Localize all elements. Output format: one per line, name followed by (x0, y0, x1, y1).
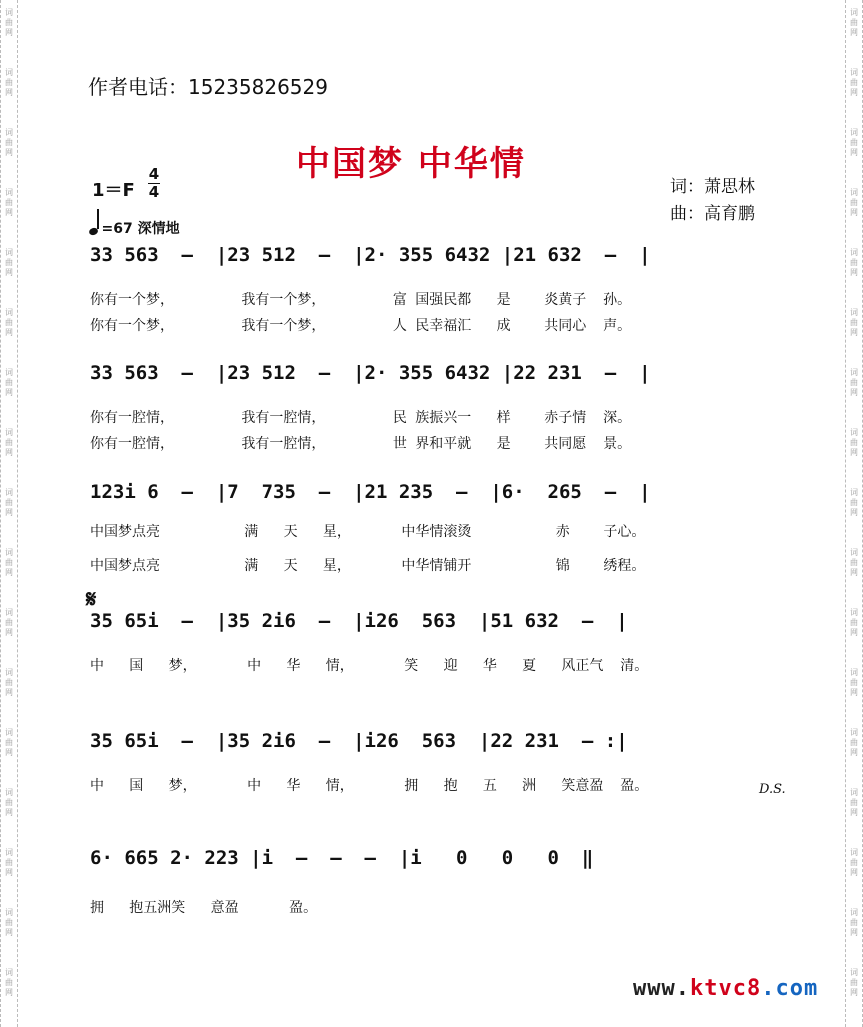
notation-line: 33 563 – |23 512 – |2· 355 6432 |21 632 – | (90, 244, 651, 266)
score-row (90, 481, 780, 574)
watermark-text: 词 曲 网 (850, 248, 858, 277)
score-row (90, 730, 780, 820)
watermark-text: 词 曲 网 (850, 308, 858, 337)
watermark-text: 词 曲 网 (850, 68, 858, 97)
watermark-text: 词 曲 网 (5, 68, 13, 97)
tempo-text: =67 深情地 (101, 221, 180, 237)
watermark-text: 词 曲 网 (5, 188, 13, 217)
notation-line: 123i 6 – |7 735 – |21 235 – |6· 265 – | (90, 481, 651, 503)
lyric-line: 你有一个梦， 我有一个梦， 人 民幸福汇 成 共同心 声。 (90, 318, 632, 334)
notation-line: 33 563 – |23 512 – |2· 355 6432 |22 231 – | (90, 362, 651, 384)
lyric-line: 你有一个梦， 我有一个梦， 富 国强民都 是 炎黄子 孙。 (90, 292, 632, 308)
watermark-text: 词 曲 网 (850, 548, 858, 577)
watermark-text: 词 曲 网 (5, 728, 13, 757)
watermark-text: 词 曲 网 (850, 848, 858, 877)
watermark-text: 词 曲 网 (850, 728, 858, 757)
watermark-text: 词 曲 网 (850, 908, 858, 937)
watermark-text: 词 曲 网 (850, 668, 858, 697)
watermark-text: 词 曲 网 (5, 308, 13, 337)
score-row (90, 847, 780, 937)
song-title: 中国梦 中华情 (296, 144, 526, 184)
watermark-text: 词 曲 网 (5, 848, 13, 877)
lyric-line: 拥 抱五洲笑 意盈 盈。 (90, 900, 318, 916)
watermark-text: 词 曲 网 (5, 368, 13, 397)
ds-marking: D.S. (759, 782, 786, 797)
notation-line: 35 65i – |35 2i6 – |i26 563 |51 632 – | (90, 610, 628, 632)
credits (670, 174, 755, 228)
score-row (90, 610, 780, 700)
composer: 曲：高育鹏 (670, 204, 755, 224)
watermark-text: 词 曲 网 (850, 428, 858, 457)
watermark-text: 词 曲 网 (5, 548, 13, 577)
lyricist: 词：萧思林 (670, 177, 755, 197)
segno-symbol: 𝄋 (86, 585, 97, 613)
lyric-line: 你有一腔情， 我有一腔情， 民 族振兴一 样 赤子情 深。 (90, 410, 632, 426)
notation-line: 6· 665 2· 223 |i – – – |i 0 0 0 ‖ (90, 847, 594, 869)
notation-line: 35 65i – |35 2i6 – |i26 563 |22 231 – :| (90, 730, 628, 752)
watermark-text: 词 曲 网 (5, 8, 13, 37)
score-row (90, 244, 780, 334)
watermark-text: 词 曲 网 (5, 908, 13, 937)
author-phone: 作者电话：15235826529 (88, 75, 328, 99)
watermark-text: 词 曲 网 (5, 968, 13, 997)
meter-top: 4 (148, 165, 160, 183)
watermark-text: 词 曲 网 (5, 668, 13, 697)
watermark-text: 词 曲 网 (850, 128, 858, 157)
watermark-text: 词 曲 网 (5, 428, 13, 457)
watermark-text: 词 曲 网 (5, 488, 13, 517)
time-signature (148, 166, 160, 201)
watermark-text: 词 曲 网 (5, 608, 13, 637)
lyric-line: 中国梦点亮 满 天 星， 中华情铺开 锦 绣程。 (90, 558, 646, 574)
lyric-line: 中 国 梦， 中 华 情， 拥 抱 五 洲 笑意盈 盈。 (90, 778, 649, 794)
watermark-text: 词 曲 网 (850, 8, 858, 37)
watermark-text: 词 曲 网 (850, 788, 858, 817)
lyric-line: 中国梦点亮 满 天 星， 中华情滚烫 赤 子心。 (90, 524, 646, 540)
watermark-text: 词 曲 网 (850, 188, 858, 217)
key-signature: 1＝F (92, 180, 135, 201)
watermark-text: 词 曲 网 (5, 128, 13, 157)
watermark-text: 词 曲 网 (5, 248, 13, 277)
watermark-text: 词 曲 网 (5, 788, 13, 817)
score-row (90, 362, 780, 452)
tempo-marking (89, 213, 180, 238)
watermark-text: 词 曲 网 (850, 488, 858, 517)
right-watermark-strip (845, 0, 863, 1027)
lyric-line: 你有一腔情， 我有一腔情， 世 界和平就 是 共同愿 景。 (90, 436, 632, 452)
site-watermark (633, 976, 818, 1001)
site-prefix: www. (633, 976, 690, 1001)
site-name: ktvc8 (689, 976, 762, 1001)
lyric-line: 中 国 梦， 中 华 情， 笑 迎 华 夏 风正气 清。 (90, 658, 649, 674)
watermark-text: 词 曲 网 (850, 368, 858, 397)
watermark-text: 词 曲 网 (850, 968, 858, 997)
meter-bottom: 4 (148, 183, 160, 201)
site-suffix: .com (761, 976, 819, 1001)
watermark-text: 词 曲 网 (850, 608, 858, 637)
left-watermark-strip (0, 0, 18, 1027)
